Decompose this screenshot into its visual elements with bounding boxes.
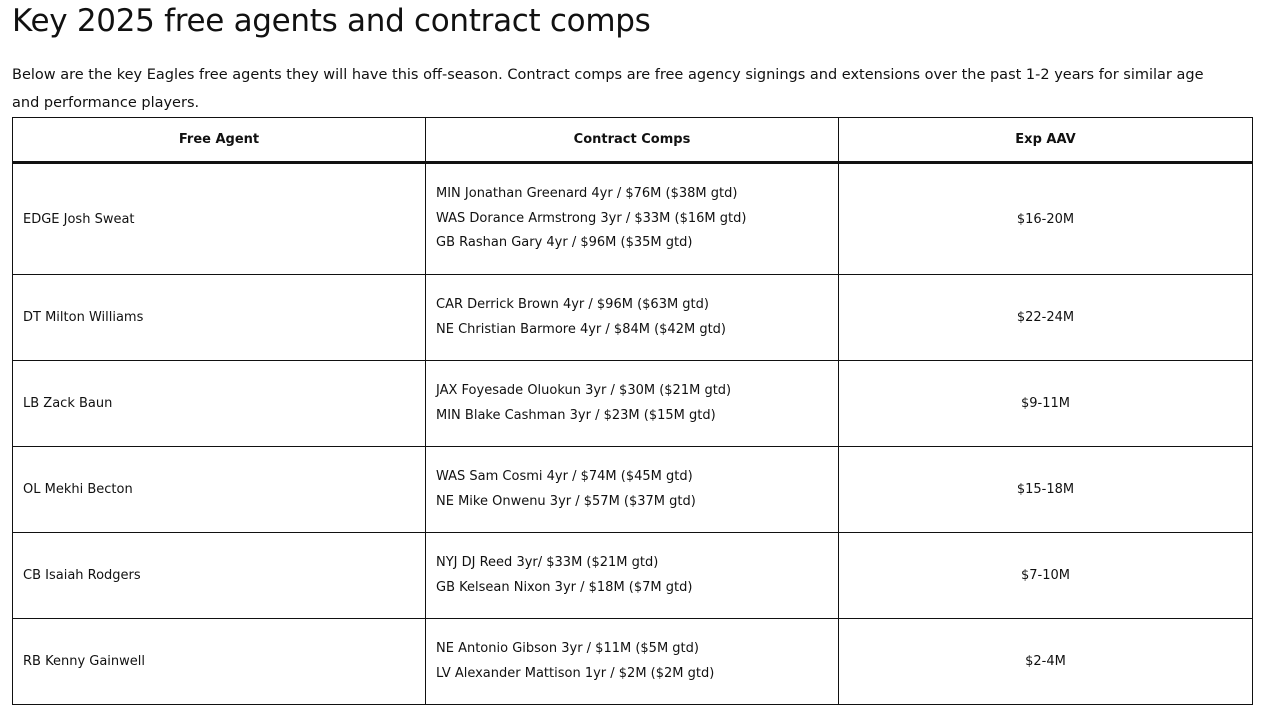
contract-comp: WAS Dorance Armstrong 3yr / $33M ($16M gtd) xyxy=(436,210,747,226)
contract-comp: LV Alexander Mattison 1yr / $2M ($2M gtd) xyxy=(436,665,715,681)
free-agent-cell: EDGE Josh Sweat xyxy=(13,163,426,275)
free-agent-cell: LB Zack Baun xyxy=(13,361,426,447)
exp-aav-cell: $7-10M xyxy=(839,533,1253,619)
contract-comp: MIN Jonathan Greenard 4yr / $76M ($38M gtd) xyxy=(436,186,738,202)
exp-aav-cell: $22-24M xyxy=(839,275,1253,361)
table-row xyxy=(13,619,1253,705)
table-row xyxy=(13,447,1253,533)
page-title: Key 2025 free agents and contract comps xyxy=(12,3,651,39)
contract-comp: JAX Foyesade Oluokun 3yr / $30M ($21M gtd) xyxy=(436,383,732,398)
contract-comps-cell xyxy=(426,447,839,533)
exp-aav-cell: $9-11M xyxy=(839,361,1253,447)
article-section xyxy=(12,0,1252,681)
header-exp-aav: Exp AAV xyxy=(839,118,1253,163)
contract-comps-cell xyxy=(426,163,839,275)
free-agent-cell: OL Mekhi Becton xyxy=(13,447,426,533)
contract-comps-cell xyxy=(426,361,839,447)
contract-comp: NE Christian Barmore 4yr / $84M ($42M gtd) xyxy=(436,321,726,337)
free-agent-cell: RB Kenny Gainwell xyxy=(13,619,426,705)
table-row xyxy=(13,361,1253,447)
contract-comp: CAR Derrick Brown 4yr / $96M ($63M gtd) xyxy=(436,297,709,312)
contract-comps-cell xyxy=(426,619,839,705)
exp-aav-cell: $16-20M xyxy=(839,163,1253,275)
exp-aav-cell: $2-4M xyxy=(839,619,1253,705)
table-row xyxy=(13,533,1253,619)
contract-comp: GB Kelsean Nixon 3yr / $18M ($7M gtd) xyxy=(436,579,693,595)
contract-comp: NE Mike Onwenu 3yr / $57M ($37M gtd) xyxy=(436,493,696,509)
intro-paragraph: Below are the key Eagles free agents they will have this off-season. Contract comps are free agency signings and extensions over the past 1-2 years for similar age and performance players. xyxy=(12,67,1204,111)
header-contract-comps: Contract Comps xyxy=(426,118,839,163)
free-agents-table xyxy=(12,117,1253,705)
contract-comp: NYJ DJ Reed 3yr/ $33M ($21M gtd) xyxy=(436,555,659,570)
table-row xyxy=(13,163,1253,275)
table-row xyxy=(13,275,1253,361)
contract-comps-cell xyxy=(426,275,839,361)
free-agent-cell: DT Milton Williams xyxy=(13,275,426,361)
contract-comps-cell xyxy=(426,533,839,619)
contract-comp: MIN Blake Cashman 3yr / $23M ($15M gtd) xyxy=(436,407,716,423)
contract-comp: NE Antonio Gibson 3yr / $11M ($5M gtd) xyxy=(436,641,699,656)
exp-aav-cell: $15-18M xyxy=(839,447,1253,533)
header-free-agent: Free Agent xyxy=(13,118,426,163)
table-header-row xyxy=(13,118,1253,163)
contract-comp: WAS Sam Cosmi 4yr / $74M ($45M gtd) xyxy=(436,469,693,484)
free-agent-cell: CB Isaiah Rodgers xyxy=(13,533,426,619)
contract-comp: GB Rashan Gary 4yr / $96M ($35M gtd) xyxy=(436,235,693,251)
